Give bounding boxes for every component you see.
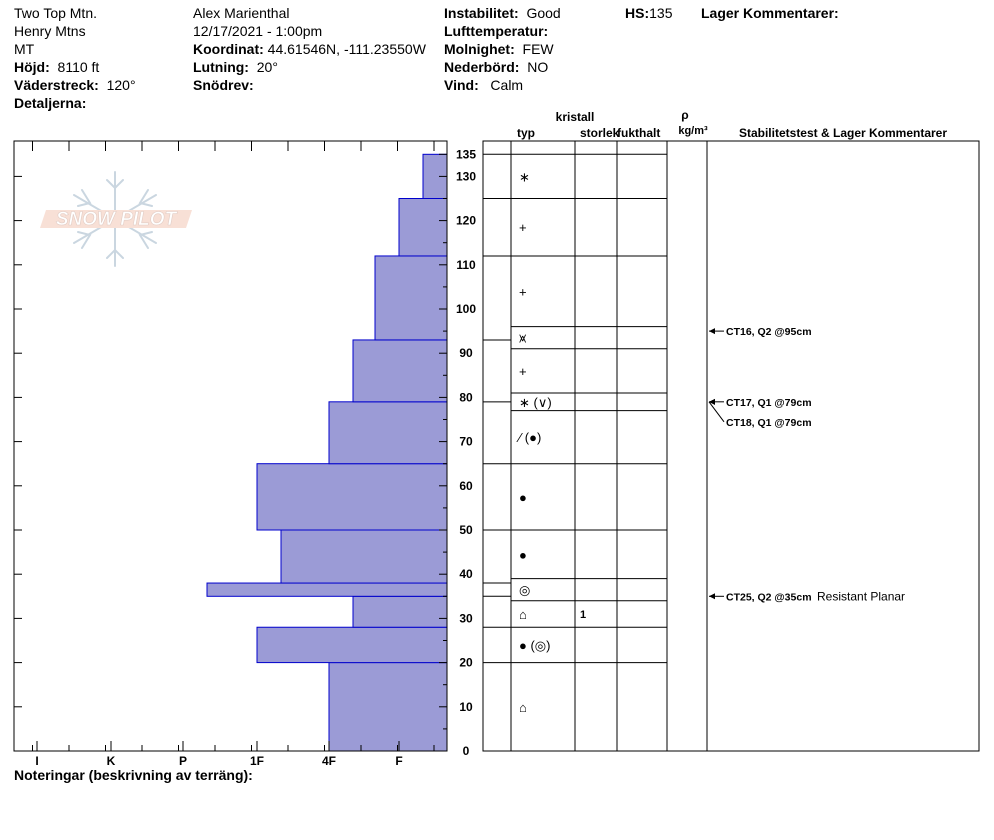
grain-type-symbol: ∗ bbox=[519, 169, 530, 185]
aspect-value: 120° bbox=[106, 77, 136, 93]
depth-tick-label: 10 bbox=[459, 699, 473, 714]
grain-type-symbol: ∗ (∨) bbox=[519, 394, 552, 410]
hardness-tick-label: 4F bbox=[321, 754, 337, 768]
hardness-bar bbox=[257, 627, 447, 662]
wind-loading-label: Snödrev: bbox=[193, 77, 254, 93]
grain-type-symbol: ● bbox=[519, 547, 527, 563]
size-header: storlek bbox=[580, 126, 620, 140]
wind-value: Calm bbox=[490, 77, 524, 93]
details-label: Detaljerna: bbox=[14, 95, 87, 111]
test-leader-line bbox=[709, 402, 724, 422]
sky-label: Molnighet: bbox=[444, 41, 515, 57]
depth-tick-label: 50 bbox=[459, 523, 473, 537]
moisture-header: fukthalt bbox=[617, 126, 661, 140]
depth-tick-label: 100 bbox=[455, 302, 477, 316]
location-name: Two Top Mtn. bbox=[14, 5, 98, 21]
grain-type-symbol: + bbox=[519, 284, 527, 300]
grain-type-symbol: ● (◎) bbox=[519, 637, 551, 653]
slope-value: 20° bbox=[256, 59, 278, 75]
hardness-bar bbox=[399, 199, 447, 256]
depth-tick-label: 90 bbox=[459, 346, 473, 361]
precip-value: NO bbox=[527, 59, 549, 75]
hs-label: HS: bbox=[625, 5, 650, 21]
depth-tick-label: 110 bbox=[456, 257, 476, 272]
precip-label: Nederbörd: bbox=[444, 59, 520, 75]
observer-name: Alex Marienthal bbox=[193, 5, 290, 21]
arrow-icon bbox=[709, 593, 715, 599]
snowpilot-logo bbox=[40, 172, 192, 266]
hardness-bar bbox=[207, 583, 447, 596]
stability-label: Instabilitet: bbox=[444, 5, 519, 21]
depth-tick-label: 135 bbox=[455, 147, 477, 162]
observation-datetime: 12/17/2021 - 1:00pm bbox=[193, 23, 323, 39]
test-label: CT18, Q1 @79cm bbox=[726, 416, 812, 429]
elevation-value: 8110 ft bbox=[57, 59, 100, 75]
depth-tick-label: 120 bbox=[455, 213, 477, 228]
grain-type-symbol: ⌂ bbox=[519, 699, 527, 715]
hardness-tick-label: P bbox=[178, 754, 188, 768]
depth-tick-label: 40 bbox=[459, 567, 473, 582]
type-header: typ bbox=[517, 126, 535, 140]
hardness-tick-label: 1F bbox=[249, 754, 265, 768]
stability-comments-header: Stabilitetstest & Lager Kommentarer bbox=[738, 126, 948, 140]
hardness-profile bbox=[207, 154, 447, 751]
depth-tick-label: 20 bbox=[459, 655, 473, 670]
arrow-icon bbox=[709, 328, 715, 334]
hardness-tick-label: F bbox=[395, 754, 403, 768]
test-label: CT16, Q2 @95cm bbox=[726, 326, 812, 339]
density-header: kg/m³ bbox=[678, 125, 708, 137]
grain-type-symbol: ◎ bbox=[519, 582, 531, 598]
layer-table bbox=[483, 141, 979, 751]
grain-type-symbol: ⌂ bbox=[519, 606, 527, 622]
aspect-label: Väderstreck: bbox=[14, 77, 99, 93]
hardness-bar bbox=[281, 530, 447, 583]
test-label: CT17, Q1 @79cm bbox=[726, 396, 812, 409]
hardness-bar bbox=[329, 402, 447, 464]
range-name: Henry Mtns bbox=[14, 23, 86, 39]
depth-tick-label: 70 bbox=[459, 434, 473, 449]
stability-tests bbox=[709, 326, 905, 603]
slope-label: Lutning: bbox=[193, 59, 249, 75]
hardness-bar bbox=[329, 663, 447, 751]
depth-tick-label: 80 bbox=[459, 390, 473, 405]
elevation-label: Höjd: bbox=[14, 59, 50, 75]
crystal-header: kristall bbox=[555, 110, 595, 124]
layer-comments-title: Lager Kommentarer: bbox=[701, 5, 839, 21]
grain-type-symbol: ⩙ bbox=[519, 330, 527, 346]
grain-size-value: 1 bbox=[580, 608, 587, 621]
stability-value: Good bbox=[526, 5, 561, 21]
hardness-tick-label: I bbox=[35, 754, 39, 768]
logo-text: SNOW PILOT bbox=[55, 209, 177, 230]
sky-value: FEW bbox=[522, 41, 554, 57]
coord-value: 44.61546N, -111.23550W bbox=[267, 41, 426, 57]
grain-type-symbol: ● bbox=[519, 489, 527, 505]
wind-label: Vind: bbox=[444, 77, 479, 93]
depth-tick-label: 30 bbox=[459, 611, 473, 626]
hardness-tick-label: K bbox=[106, 754, 116, 768]
notes-label: Noteringar (beskrivning av terräng): bbox=[14, 767, 253, 783]
depth-tick-label: 60 bbox=[459, 478, 473, 493]
depth-tick-label: 0 bbox=[462, 744, 470, 758]
grain-type-symbol: + bbox=[519, 363, 527, 379]
grain-type-symbol: + bbox=[519, 220, 527, 236]
arrow-icon bbox=[709, 399, 715, 405]
hardness-bar bbox=[375, 256, 447, 340]
rho-header: ρ bbox=[681, 108, 689, 122]
hardness-bar bbox=[353, 340, 447, 402]
table-frame bbox=[483, 141, 979, 751]
coord-label: Koordinat: bbox=[193, 41, 264, 57]
hardness-bar bbox=[257, 464, 447, 530]
grain-type-symbol: ∕ (●) bbox=[519, 430, 542, 446]
air-temp-label: Lufttemperatur: bbox=[444, 23, 549, 39]
state-name: MT bbox=[14, 41, 35, 57]
depth-tick-label: 130 bbox=[455, 169, 477, 184]
hardness-bar bbox=[353, 596, 447, 627]
test-comment: Resistant Planar bbox=[817, 589, 906, 604]
test-label: CT25, Q2 @35cm bbox=[726, 591, 812, 604]
hs-value: 135 bbox=[649, 5, 673, 21]
layer-symbols bbox=[516, 169, 586, 714]
